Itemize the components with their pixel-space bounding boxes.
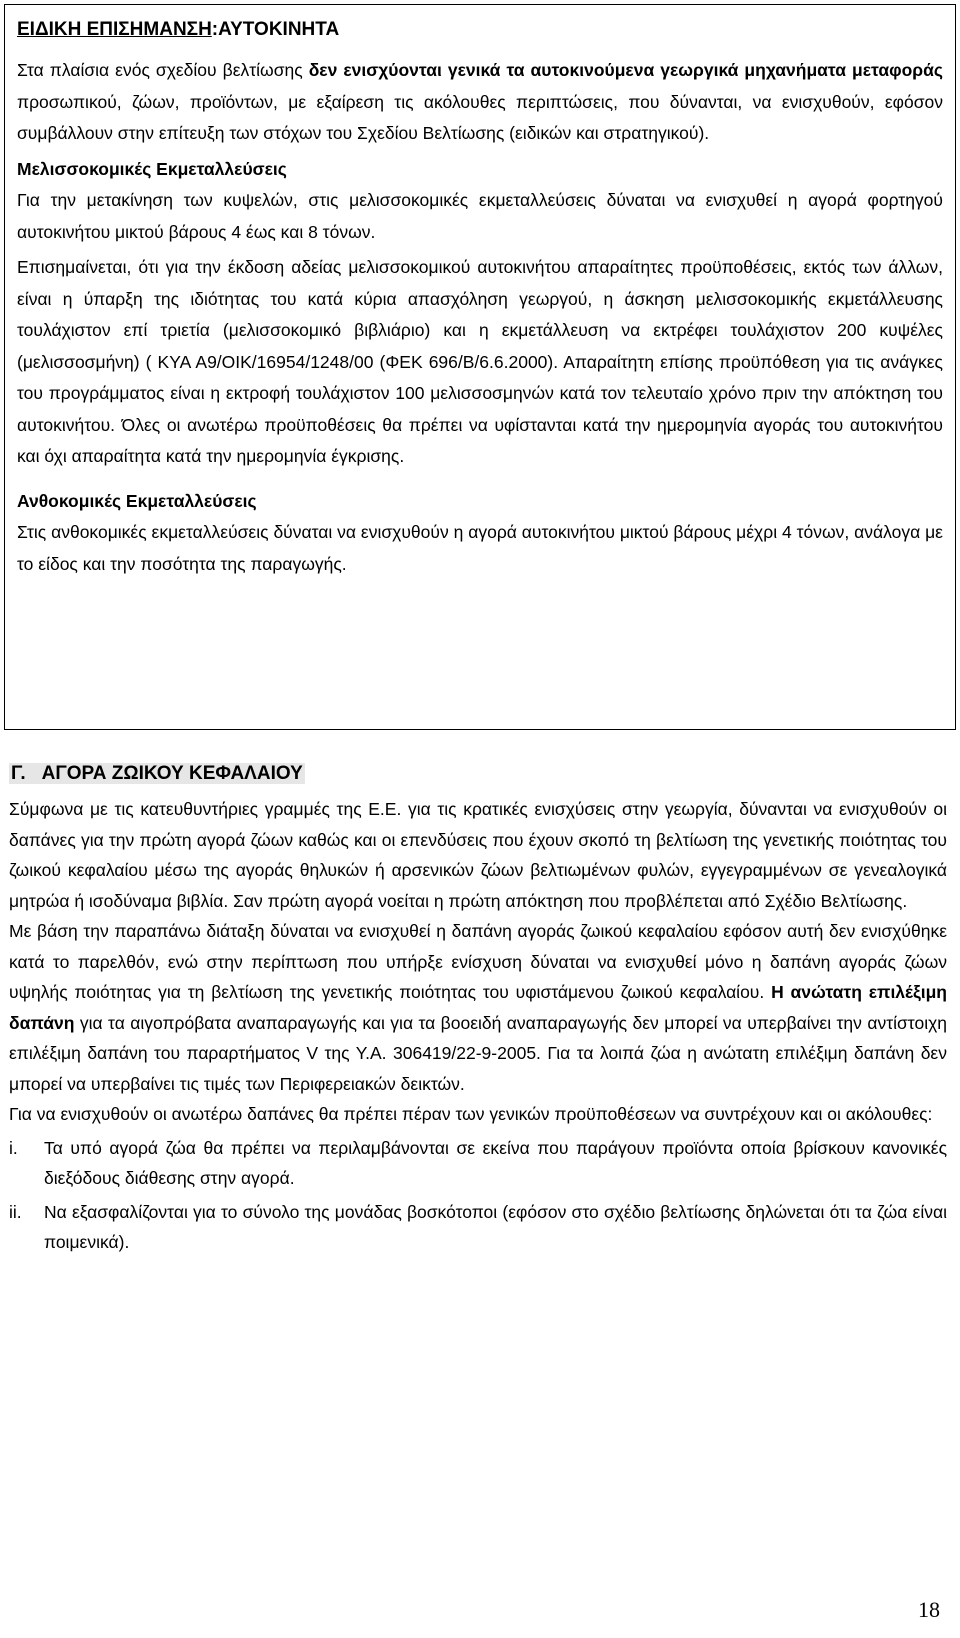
special-note-title (17, 15, 943, 45)
special-note-title-rest: :ΑΥΤΟΚΙΝΗΤΑ (211, 19, 340, 40)
max-eligible-cost-bold: Η ανώτατη επιλέξιμη δαπάνη (9, 982, 947, 1033)
section-paragraph-2 (9, 916, 947, 1099)
list-item-text: Να εξασφαλίζονται για το σύνολο της μονάδας βοσκότοποι (εφόσον στο σχέδιο βελτίωσης δηλώνεται ότι τα ζώα είναι ποιμενικά). (44, 1201, 947, 1252)
intro-text-bold: δεν ενισχύονται γενικά τα αυτοκινούμενα γεωργικά μηχανήματα μεταφοράς (308, 60, 943, 80)
intro-text-pre: Στα πλαίσια ενός σχεδίου βελτίωσης (17, 60, 309, 80)
section-heading-shade (9, 763, 305, 784)
beekeeping-paragraph-1: Για την μετακίνηση των κυψελών, στις μελισσοκομικές εκμεταλλεύσεις δύναται να ενισχυθεί η αγορά φορτηγού αυτοκινήτου μικτού βάρους 4 έως και 8 τόνων. (17, 190, 943, 242)
section-heading (9, 760, 947, 788)
intro-text-post: προσωπικού, ζώων, προϊόντων, με εξαίρεση τις ακόλουθες περιπτώσεις, που δύνανται, να ενισχυθούν, εφόσον συμβάλλουν στην επίτευξη των στόχων του Σχεδίου Βελτίωσης (ειδικών και στρατηγικού). (17, 91, 943, 143)
list-item-marker: i. (9, 1137, 18, 1158)
livestock-section (9, 760, 947, 1258)
section-paragraph-1: Σύμφωνα με τις κατευθυντήριες γραμμές της Ε.Ε. για τις κρατικές ενισχύσεις στην γεωργία, δύνανται να ενισχυθούν οι δαπάνες για την πρώτη αγορά ζώων καθώς και οι επενδύσεις που έχουν σκοπό τη βελτίωση της γενετικής ποιότητας του ζωικού κεφαλαίου μέσω της αγοράς θηλυκών ή αρσενικών ζώων βελτιωμένων φυλών, εγγεγραμμένων σε γενεαλογικά μητρώα ή ισοδύναμα βιβλία. Σαν πρώτη αγορά νοείται η πρώτη απόκτηση που προβλέπεται από Σχέδιο Βελτίωσης. (9, 799, 947, 911)
beekeeping-heading: Μελισσοκομικές Εκμεταλλεύσεις (17, 158, 287, 179)
section-paragraph-3: Για να ενισχυθούν οι ανωτέρω δαπάνες θα πρέπει πέραν των γενικών προϋποθέσεων να συντρέχουν και οι ακόλουθες: (9, 1104, 933, 1124)
special-note-box (4, 4, 956, 730)
special-note-intro (17, 55, 943, 150)
section-title: ΑΓΟΡΑ ΖΩΙΚΟΥ ΚΕΦΑΛΑΙΟΥ (41, 763, 303, 784)
section-number: Γ. (11, 763, 26, 784)
floriculture-heading: Ανθοκομικές Εκμεταλλεύσεις (17, 490, 257, 511)
section-paragraph-2-post: για τα αιγοπρόβατα αναπαραγωγής και για τα βοοειδή αναπαραγωγής δεν μπορεί να υπερβαίνει την αντίστοιχη επιλέξιμη δαπάνη του παραρτήματος V της Υ.Α. 306419/22-9-2005. Για τα λοιπά ζώα η ανώτατη επιλέξιμη δαπάνη δεν μπορεί να υπερβαίνει τις τιμές των Περιφερειακών δεικτών. (9, 1012, 947, 1094)
list-item-text: Τα υπό αγορά ζώα θα πρέπει να περιλαμβάνονται σε εκείνα που παράγουν προϊόντα οποία βρίσκουν κανονικές διεξόδους διάθεσης στην αγορά. (44, 1137, 947, 1188)
section-paragraph-2-pre: Με βάση την παραπάνω διάταξη δύναται να ενισχυθεί η δαπάνη αγοράς ζωικού κεφαλαίου εφόσον αυτή δεν ενισχύθηκε κατά το παρελθόν, ενώ στην περίπτωση που υπήρξε ενίσχυση δύναται να ενισχυθεί μόνο η δαπάνη αγοράς ζώων υψηλής ποιότητας για τη βελτίωση της γενετικής ποιότητας του υφιστάμενου ζωικού κεφαλαίου. (9, 921, 947, 1002)
floriculture-paragraph: Στις ανθοκομικές εκμεταλλεύσεις δύναται να ενισχυθούν η αγορά αυτοκινήτου μικτού βάρους μέχρι 4 τόνων, ανάλογα με το είδος και την ποσότητα της παραγωγής. (17, 522, 943, 574)
special-note-title-underlined: ΕΙΔΙΚΗ ΕΠΙΣΗΜΑΝΣΗ (17, 19, 212, 40)
conditions-list (9, 1133, 947, 1258)
beekeeping-paragraph-2: Επισημαίνεται, ότι για την έκδοση αδείας μελισσοκομικού αυτοκινήτου απαραίτητες προϋποθέσεις, εκτός των άλλων, είναι η ύπαρξη της ιδιότητας του κατά κύρια απασχόληση γεωργού, η άσκηση μελισσοκομικής εκμετάλλευσης τουλάχιστον επί τριετία (μελισσοκομικό βιβλιάριο) και η εκμετάλλευση να εκτρέφει τουλάχιστον 200 κυψέλες (μελισσοσμήνη) ( ΚΥΑ Α9/ΟΙΚ/16954/1248/00 (ΦΕΚ 696/Β/6.6.2000). Απαραίτητη επίσης προϋπόθεση για τις ανάγκες του προγράμματος είναι η εκτροφή τουλάχιστον 100 μελισσοσμηνών κατά τον τελευταίο χρόνο πριν την απόκτηση του αυτοκινήτου. Όλες οι ανωτέρω προϋποθέσεις θα πρέπει να υφίστανται κατά την ημερομηνία αγοράς του αυτοκινήτου και όχι απαραίτητα κατά την ημερομηνία έγκρισης. (17, 257, 943, 466)
list-item (9, 1197, 947, 1258)
list-item-marker: ii. (9, 1201, 22, 1222)
list-item (9, 1133, 947, 1194)
page-number: 18 (918, 1597, 940, 1622)
